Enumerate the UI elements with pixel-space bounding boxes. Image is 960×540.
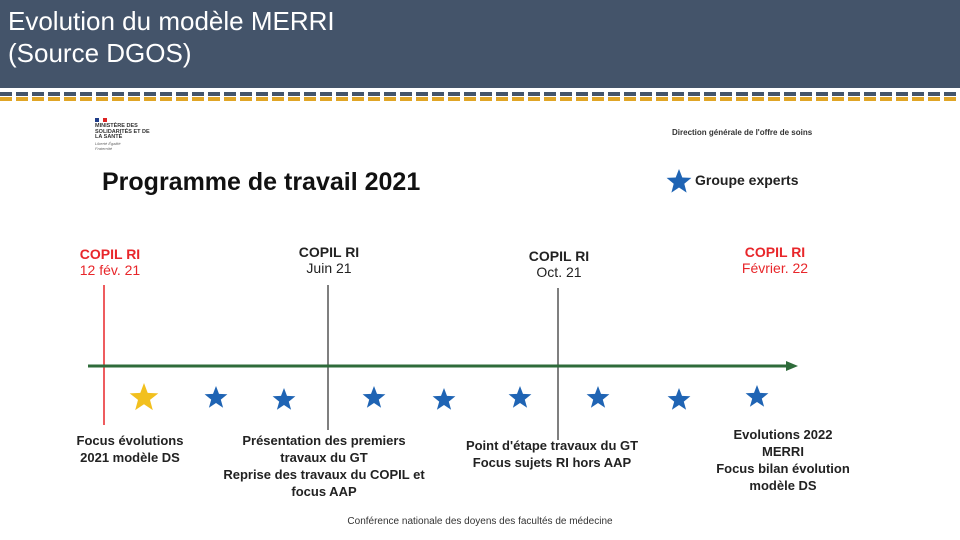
legend-label: Groupe experts xyxy=(695,172,799,188)
caption-presentation-travaux: Présentation des premiers travaux du GT Reprise des travaux du COPIL et focus AAP xyxy=(223,433,425,499)
timeline-arrow-icon xyxy=(786,361,798,371)
dgos-label: Direction générale de l'offre de soins xyxy=(672,128,813,137)
footer-text: Conférence nationale des doyens des facultés de médecine xyxy=(347,516,613,527)
caption-point-etape: Point d'étape travaux du GT Focus sujets RI hors AAP xyxy=(465,438,639,470)
copil-date: Juin 21 xyxy=(306,260,352,276)
ministry-motto: Liberté Égalité Fraternité xyxy=(95,141,121,151)
timeline-star-icon xyxy=(509,386,532,408)
timeline-star-icon xyxy=(587,386,610,408)
timeline-star-icon xyxy=(363,386,386,408)
copil-oct21 xyxy=(519,248,599,280)
copil-feb21 xyxy=(72,246,148,278)
copil-date: Oct. 21 xyxy=(536,264,582,280)
copil-jun21 xyxy=(289,244,369,276)
slide-title: Evolution du modèle MERRI (Source DGOS) xyxy=(8,6,335,68)
timeline-star-icon xyxy=(746,385,769,407)
copil-date: Février. 22 xyxy=(741,260,809,276)
copil-title: COPIL RI xyxy=(298,244,360,260)
program-title: Programme de travail 2021 xyxy=(102,168,421,196)
timeline-star-icon xyxy=(668,388,691,410)
copil-feb22 xyxy=(730,244,820,276)
copil-date: 12 fév. 21 xyxy=(79,262,141,278)
ministry-name: MINISTÈRE DES SOLIDARITÉS ET DE LA SANTÉ xyxy=(95,123,150,140)
caption-evolutions-2022: Evolutions 2022 MERRI Focus bilan évolution modèle DS xyxy=(716,427,850,493)
copil-title: COPIL RI xyxy=(744,244,806,260)
timeline-star-icon xyxy=(205,386,228,408)
timeline-star-highlight-icon xyxy=(130,383,159,410)
copil-title: COPIL RI xyxy=(79,246,141,262)
caption-focus-evolutions: Focus évolutions 2021 modèle DS xyxy=(76,433,184,465)
timeline-star-icon xyxy=(433,388,456,410)
copil-title: COPIL RI xyxy=(528,248,590,264)
timeline-star-icon xyxy=(273,388,296,410)
